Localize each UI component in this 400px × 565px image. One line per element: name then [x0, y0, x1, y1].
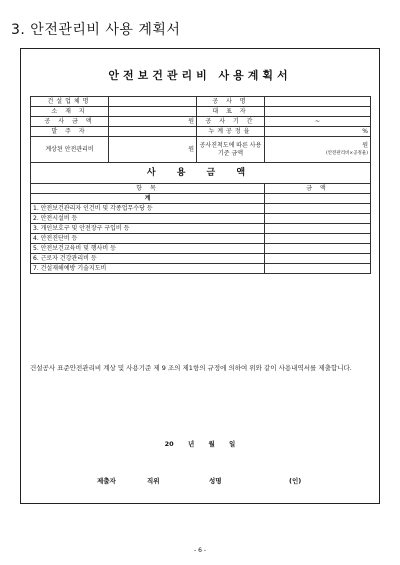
page-number: - 6 -: [194, 547, 206, 554]
usage-amount[interactable]: [265, 234, 371, 244]
usage-column-item: 항 목: [31, 184, 265, 194]
usage-item: 5. 안전보건교육비 및 행사비 등: [31, 244, 265, 254]
company-value[interactable]: [109, 97, 197, 107]
usage-amount[interactable]: [265, 244, 371, 254]
position-label: 직위: [147, 477, 160, 485]
company-label: 건설업체명: [31, 97, 109, 107]
usage-amount[interactable]: [265, 254, 371, 264]
standard-amount-value[interactable]: [265, 137, 371, 163]
section-heading: 3. 안전관리비 사용 계획서: [11, 22, 181, 38]
usage-total-amount[interactable]: [265, 194, 371, 204]
progress-value[interactable]: %: [265, 127, 371, 137]
usage-amount[interactable]: [265, 224, 371, 234]
standard-amount-note: (안전관리비×공정율): [325, 150, 368, 156]
date-line: 20 년 월 일: [164, 440, 236, 448]
usage-item: 4. 안전진단비 등: [31, 234, 265, 244]
table-row: [31, 224, 371, 234]
table-row: [31, 127, 371, 137]
project-name-label: 공 사 명: [197, 97, 265, 107]
table-row: [31, 214, 371, 224]
usage-amount[interactable]: [265, 214, 371, 224]
table-row: [31, 107, 371, 117]
period-label: 공 사 기 간: [197, 117, 265, 127]
seal-label: (인): [289, 477, 302, 485]
usage-total-label: 계: [31, 194, 265, 204]
table-row: [31, 184, 371, 194]
usage-amount[interactable]: [265, 264, 371, 274]
amount-label: 공 사 금 액: [31, 117, 109, 127]
plan-table: [30, 96, 371, 274]
usage-item: 6. 근로자 건강관리비 등: [31, 254, 265, 264]
table-row: [31, 163, 371, 184]
usage-item: 7. 건설재해예방 기술지도비: [31, 264, 265, 274]
planned-fee-label: 계상된 안전관리비: [31, 137, 109, 163]
name-label: 성명: [209, 477, 222, 485]
standard-amount-unit: 원: [362, 141, 368, 149]
table-row: [31, 264, 371, 274]
representative-value[interactable]: [265, 107, 371, 117]
table-row: [31, 117, 371, 127]
plan-form: [20, 48, 380, 504]
usage-column-amount: 금 액: [265, 184, 371, 194]
location-label: 소 재 지: [31, 107, 109, 117]
project-name-value[interactable]: [265, 97, 371, 107]
table-row: [31, 97, 371, 107]
table-row: [31, 234, 371, 244]
standard-amount-label: 공사진척도에 따른 사용기준 금액: [197, 137, 265, 163]
submitter-label: 제출자: [97, 477, 116, 485]
table-row: [31, 204, 371, 214]
usage-amount[interactable]: [265, 204, 371, 214]
representative-label: 대 표 자: [197, 107, 265, 117]
statement-paragraph: 건설공사 표준안전관리비 계상 및 사용기준 제 9 조의 제1항의 규정에 의하여 위와 같이 사용내역서를 제출합니다.: [30, 364, 352, 372]
amount-value[interactable]: 원: [109, 117, 197, 127]
progress-label: 누계공정율: [197, 127, 265, 137]
location-value[interactable]: [109, 107, 197, 117]
usage-item: 2. 안전시설비 등: [31, 214, 265, 224]
usage-section-title: 사 용 금 액: [31, 163, 371, 184]
usage-item: 1. 안전보건관리자 인건비 및 각종업무수당 등: [31, 204, 265, 214]
usage-item: 3. 개인보호구 및 안전장구 구입비 등: [31, 224, 265, 234]
table-row: [31, 137, 371, 163]
planned-fee-value[interactable]: 원: [109, 137, 197, 163]
period-value[interactable]: ~: [265, 117, 371, 127]
table-row: [31, 244, 371, 254]
table-row: [31, 254, 371, 264]
form-title: 안전보건관리비 사용계획서: [108, 69, 292, 82]
client-value[interactable]: [109, 127, 197, 137]
table-row: [31, 194, 371, 204]
client-label: 발 주 자: [31, 127, 109, 137]
